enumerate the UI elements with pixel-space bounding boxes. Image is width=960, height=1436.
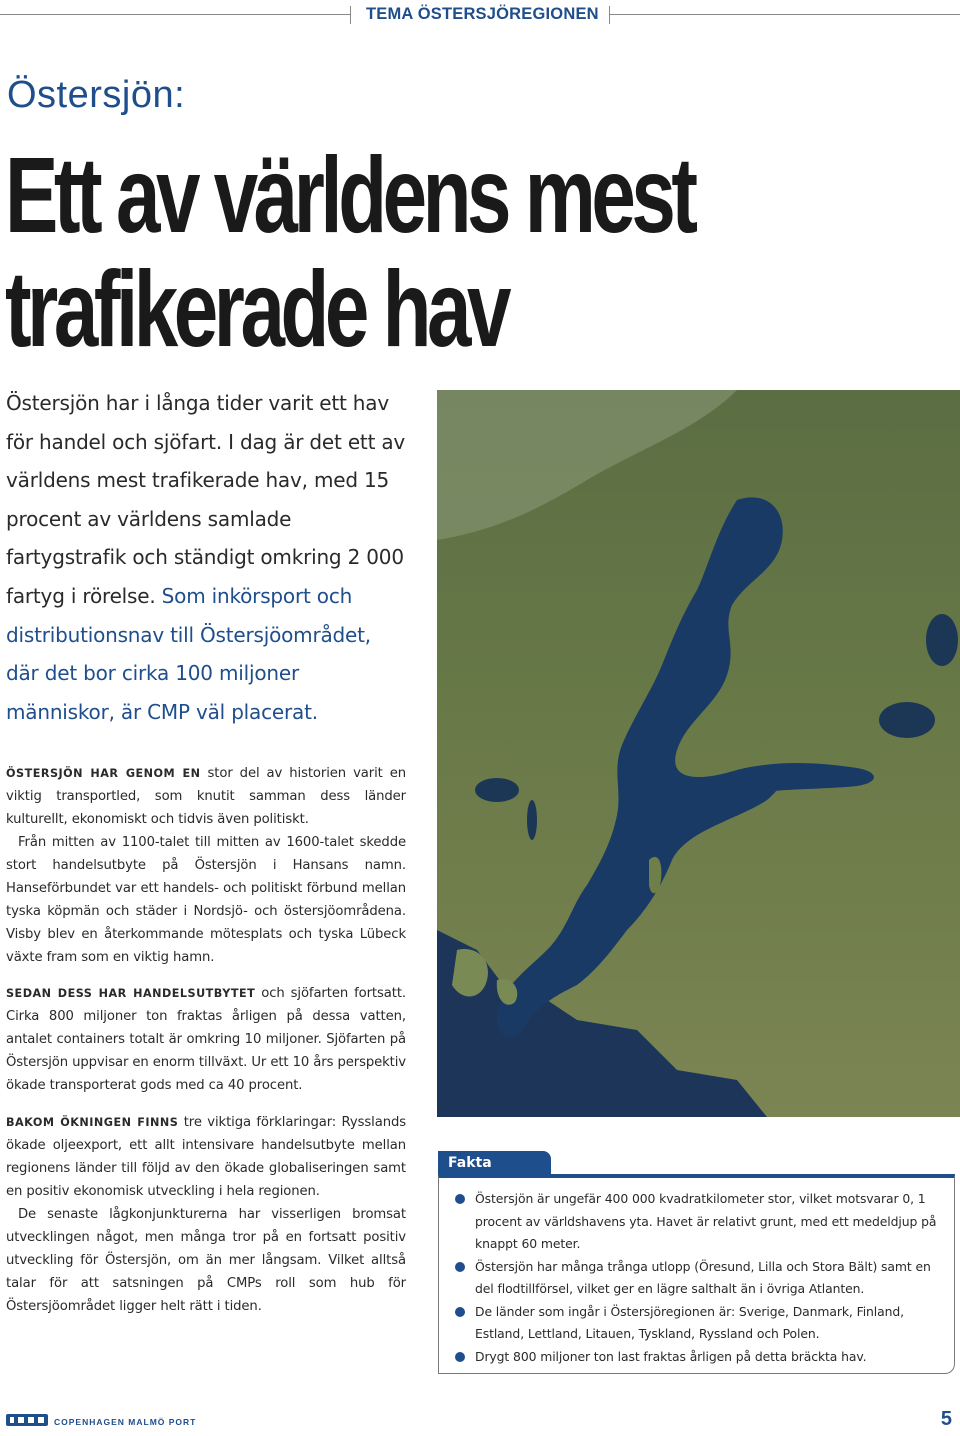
fakta-item bbox=[453, 1301, 942, 1346]
fakta-item-text: Östersjön är ungefär 400 000 kvadratkilometer stor, vilket motsvarar 0, 1 procent av världshavens yta. Havet är relativt grunt, med ett medeldjup på knappt 60 meter. bbox=[475, 1191, 937, 1251]
run-in-heading: ÖSTERSJÖN HAR GENOM EN bbox=[6, 767, 201, 780]
fakta-list bbox=[453, 1188, 942, 1368]
bullet-icon bbox=[455, 1194, 465, 1204]
paragraph-text: stor del av historien varit en viktig transportled, som knutit samman dess länder kulturellt, ekonomiskt och tidvis även politiskt. bbox=[6, 766, 407, 827]
body-paragraph: De senaste lågkonjunkturerna har visserligen bromsat utvecklingen något, men många tror på en fortsatt positiv utveckling för Östersjön, om än mer långsam. Vilket alltså talar för att satsningen på CMPs roll som hub för Östersjöområdet ligger helt rätt i tiden. bbox=[6, 1207, 406, 1314]
section-label: TEMA ÖSTERSJÖREGIONEN bbox=[366, 5, 599, 23]
fakta-item-text: Drygt 800 miljoner ton last fraktas årligen på detta bräckta hav. bbox=[475, 1348, 867, 1364]
article-kicker: Östersjön: bbox=[7, 74, 186, 116]
satellite-image bbox=[437, 390, 960, 1117]
body-paragraph bbox=[6, 982, 406, 1097]
fakta-tab: Fakta bbox=[438, 1151, 551, 1175]
header-rule-right bbox=[609, 14, 960, 15]
article-headline bbox=[5, 134, 955, 369]
lake-vattern bbox=[527, 800, 537, 840]
logo-text: COPENHAGEN MALMÖ PORT bbox=[54, 1417, 197, 1427]
lake-vanern bbox=[475, 778, 519, 802]
paragraph-text: tre viktiga förklaringar: Rysslands ökade oljeexport, ett allt intensivare handelsutbyte mellan regionens länder till följd av den ökade globaliseringen samt en positiv ekonomisk utveckling i hela regionen. bbox=[6, 1115, 406, 1199]
fakta-item bbox=[453, 1256, 942, 1301]
run-in-heading: SEDAN DESS HAR HANDELSUTBYTET bbox=[6, 987, 256, 1000]
lead-part-1: Östersjön har i långa tider varit ett hav för handel och sjöfart. I dag är det ett av världens mest trafikerade hav, med 15 procent av världens samlade fartygstrafik och ständigt omkring 2 000 fartyg i rörelse. bbox=[6, 391, 406, 608]
article-lead bbox=[6, 384, 406, 731]
body-section-2 bbox=[6, 982, 406, 1097]
headline-line-2: trafikerade hav bbox=[5, 248, 508, 369]
fakta-box bbox=[438, 1174, 955, 1374]
bullet-icon bbox=[455, 1307, 465, 1317]
lake-onega bbox=[926, 614, 958, 666]
headline-line-1: Ett av världens mest bbox=[5, 134, 694, 255]
body-section-1 bbox=[6, 762, 406, 969]
run-in-heading: BAKOM ÖKNINGEN FINNS bbox=[6, 1116, 179, 1129]
cmp-logo-mark-icon bbox=[6, 1410, 48, 1430]
baltic-satellite-illustration bbox=[437, 390, 960, 1117]
bullet-icon bbox=[455, 1262, 465, 1272]
fakta-item bbox=[453, 1346, 942, 1369]
body-paragraph bbox=[6, 1111, 406, 1203]
fakta-item-text: De länder som ingår i Östersjöregionen är: Sverige, Danmark, Finland, Estland, Lettland, Litauen, Tyskland, Ryssland och Polen. bbox=[475, 1303, 905, 1341]
body-section-3 bbox=[6, 1111, 406, 1318]
header-rule-left bbox=[0, 14, 350, 15]
body-paragraph: Från mitten av 1100-talet till mitten av 1600-talet skedde stort handelsutbyte på Östersjön i Hansans namn. Hanseförbundet var ett handels- och politiskt förbund mellan tyska köpmän och städer i Nordsjö- och östersjöområdena. Visby blev en återkommande mötesplats och tyska Lübeck växte fram som en viktig hamn. bbox=[6, 835, 406, 965]
paragraph-text: och sjöfarten fortsatt. Cirka 800 miljoner ton fraktas årligen på dessa vatten, antalet containers totalt är omkring 10 miljoner. Sjöfarten på Östersjön uppvisar en enorm tillväxt. Ur ett 10 års perspektiv ökade transporterat gods med ca 40 procent. bbox=[6, 986, 406, 1093]
bullet-icon bbox=[455, 1352, 465, 1362]
fakta-item bbox=[453, 1188, 942, 1256]
header-tick-left bbox=[350, 6, 351, 24]
header-tick-right bbox=[609, 6, 610, 24]
body-paragraph bbox=[6, 762, 406, 831]
page-number: 5 bbox=[940, 1408, 952, 1430]
fakta-item-text: Östersjön har många trånga utlopp (Öresund, Lilla och Stora Bält) samt en del flodtillförsel, vilket ger en lägre salthalt än i övriga Atlanten. bbox=[475, 1258, 931, 1296]
lake-ladoga bbox=[879, 702, 935, 738]
lead-part-2: Som inkörsport och distributionsnav till Östersjöområdet, där det bor cirka 100 miljoner människor, är CMP väl placerat. bbox=[6, 583, 371, 724]
